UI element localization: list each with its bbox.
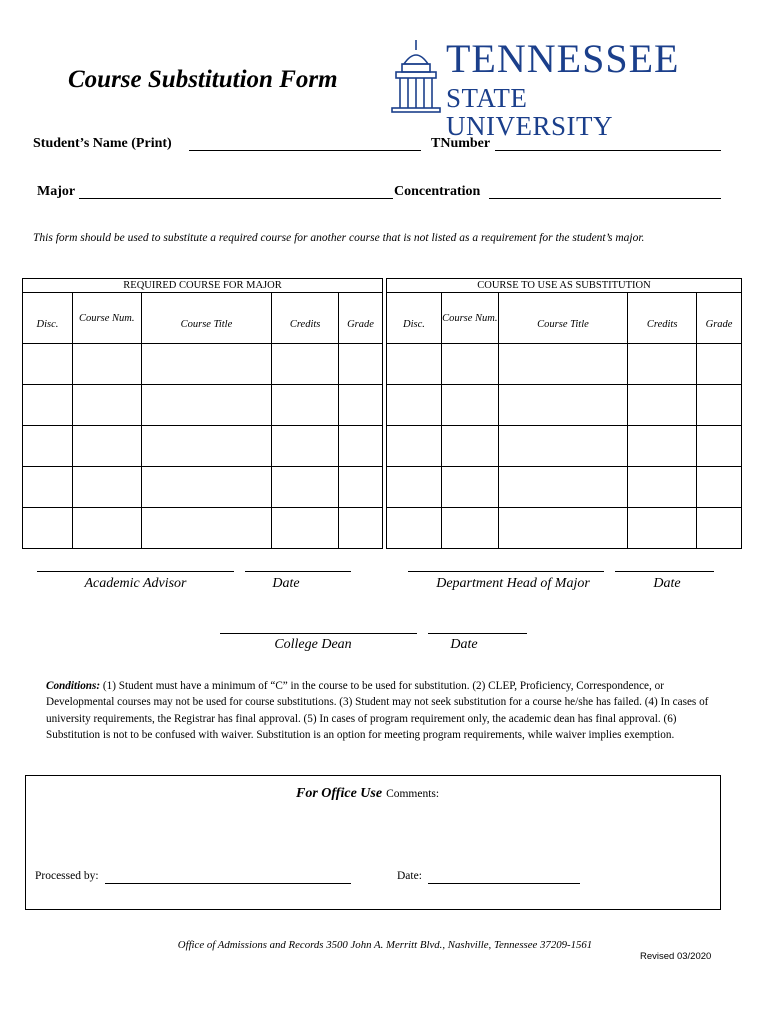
academic-advisor-signature-line[interactable] <box>37 570 234 572</box>
table-cell[interactable] <box>387 385 442 426</box>
table-cell[interactable] <box>272 344 339 385</box>
office-date-label: Date: <box>397 870 422 882</box>
table-cell[interactable] <box>498 508 628 549</box>
table-cell[interactable] <box>339 467 383 508</box>
table-cell[interactable] <box>72 344 141 385</box>
table-cell[interactable] <box>498 385 628 426</box>
col-disc: Disc. <box>387 293 442 344</box>
table-cell[interactable] <box>387 426 442 467</box>
date1-signature-line[interactable] <box>245 570 351 572</box>
table-cell[interactable] <box>72 385 141 426</box>
college-dean-signature-line[interactable] <box>220 632 417 634</box>
table-cell[interactable] <box>339 385 383 426</box>
building-icon <box>390 38 442 114</box>
table-cell[interactable] <box>272 508 339 549</box>
table-cell[interactable] <box>141 385 272 426</box>
table-cell[interactable] <box>628 344 697 385</box>
table-cell[interactable] <box>441 467 498 508</box>
required-course-table <box>22 278 383 549</box>
col-grade: Grade <box>339 293 383 344</box>
table-cell[interactable] <box>72 508 141 549</box>
col-course-num: Course Num. <box>72 293 141 344</box>
table-cell[interactable] <box>697 467 742 508</box>
table-cell[interactable] <box>141 508 272 549</box>
table-row <box>387 467 742 508</box>
form-title: Course Substitution Form <box>68 66 338 93</box>
table-cell[interactable] <box>72 426 141 467</box>
table-cell[interactable] <box>628 467 697 508</box>
student-name-field[interactable] <box>189 150 421 151</box>
student-name-label: Student’s Name (Print) <box>33 136 172 151</box>
table-row <box>387 426 742 467</box>
table-row <box>23 508 383 549</box>
col-credits: Credits <box>628 293 697 344</box>
table-cell[interactable] <box>628 426 697 467</box>
major-field[interactable] <box>79 198 393 199</box>
date3-label: Date <box>450 637 478 652</box>
table-cell[interactable] <box>498 426 628 467</box>
date2-label: Date <box>653 576 681 591</box>
table-cell[interactable] <box>272 426 339 467</box>
table-cell[interactable] <box>498 467 628 508</box>
tnumber-label: TNumber <box>431 136 491 151</box>
table-cell[interactable] <box>441 344 498 385</box>
col-course-num: Course Num. <box>441 293 498 344</box>
table-cell[interactable] <box>72 467 141 508</box>
date2-signature-line[interactable] <box>615 570 714 572</box>
table-cell[interactable] <box>272 385 339 426</box>
department-head-label: Department Head of Major <box>436 576 590 591</box>
table-row <box>23 467 383 508</box>
table-cell[interactable] <box>141 467 272 508</box>
col-course-title: Course Title <box>141 293 272 344</box>
table-cell[interactable] <box>697 344 742 385</box>
footer-address: Office of Admissions and Records 3500 John A. Merritt Blvd., Nashville, Tennessee 37209-1561 <box>177 939 593 951</box>
required-course-heading: REQUIRED COURSE FOR MAJOR <box>23 279 383 293</box>
table-cell[interactable] <box>387 467 442 508</box>
col-credits: Credits <box>272 293 339 344</box>
revised-date: Revised 03/2020 <box>640 951 712 962</box>
university-logo <box>390 36 690 141</box>
table-cell[interactable] <box>272 467 339 508</box>
table-cell[interactable] <box>23 344 73 385</box>
date1-label: Date <box>272 576 300 591</box>
table-cell[interactable] <box>697 385 742 426</box>
table-cell[interactable] <box>387 344 442 385</box>
tnumber-field[interactable] <box>495 150 721 151</box>
table-cell[interactable] <box>339 508 383 549</box>
table-cell[interactable] <box>339 426 383 467</box>
department-head-signature-line[interactable] <box>408 570 604 572</box>
logo-line1: TENNESSEE <box>446 36 680 81</box>
table-cell[interactable] <box>339 344 383 385</box>
table-cell[interactable] <box>628 385 697 426</box>
table-cell[interactable] <box>498 344 628 385</box>
comments-label: Comments: <box>386 788 440 800</box>
conditions-body: (1) Student must have a minimum of “C” in the course to be used for substitution. (2) CLEP, Proficiency, Correspondence, or Developmental courses may not be used for course substitutions. (3) Student may not seek substitution for a course he/she has failed. (4) In cases of university requirements, the Registrar has final approval. (5) In cases of program requirement only, the academic dean has final approval. (6) Substitution is not to be confused with waiver. Substitution is an option for meeting program requirements, while waiver implies exemption. <box>46 680 709 741</box>
major-label: Major <box>37 184 76 199</box>
concentration-label: Concentration <box>394 184 481 199</box>
table-row <box>23 344 383 385</box>
table-cell[interactable] <box>141 344 272 385</box>
table-cell[interactable] <box>441 508 498 549</box>
conditions-label: Conditions: <box>46 680 101 692</box>
table-row <box>387 385 742 426</box>
office-use-heading <box>296 784 439 802</box>
table-row <box>387 508 742 549</box>
table-cell[interactable] <box>697 426 742 467</box>
table-cell[interactable] <box>441 385 498 426</box>
table-cell[interactable] <box>23 385 73 426</box>
instructions-text: This form should be used to substitute a required course for another course that is not listed as a requirement for the student’s major. <box>33 232 645 244</box>
col-disc: Disc. <box>23 293 73 344</box>
academic-advisor-label: Academic Advisor <box>84 576 187 591</box>
table-row <box>23 426 383 467</box>
table-cell[interactable] <box>23 508 73 549</box>
table-cell[interactable] <box>441 426 498 467</box>
date3-signature-line[interactable] <box>428 632 527 634</box>
table-cell[interactable] <box>697 508 742 549</box>
table-cell[interactable] <box>628 508 697 549</box>
col-course-title: Course Title <box>498 293 628 344</box>
table-row <box>23 385 383 426</box>
logo-line2: STATE UNIVERSITY <box>446 83 613 141</box>
table-cell[interactable] <box>387 508 442 549</box>
college-dean-label: College Dean <box>274 637 352 652</box>
table-cell[interactable] <box>23 426 73 467</box>
conditions-text <box>46 678 711 743</box>
substitution-course-table <box>386 278 742 549</box>
table-row <box>387 344 742 385</box>
table-cell[interactable] <box>141 426 272 467</box>
table-cell[interactable] <box>23 467 73 508</box>
office-use-box <box>25 775 721 910</box>
office-use-title: For Office Use <box>296 786 383 801</box>
substitution-heading: COURSE TO USE AS SUBSTITUTION <box>387 279 742 293</box>
processed-by-field[interactable] <box>105 883 351 884</box>
office-date-field[interactable] <box>428 883 580 884</box>
processed-by-label: Processed by: <box>35 870 99 882</box>
concentration-field[interactable] <box>489 198 721 199</box>
col-grade: Grade <box>697 293 742 344</box>
